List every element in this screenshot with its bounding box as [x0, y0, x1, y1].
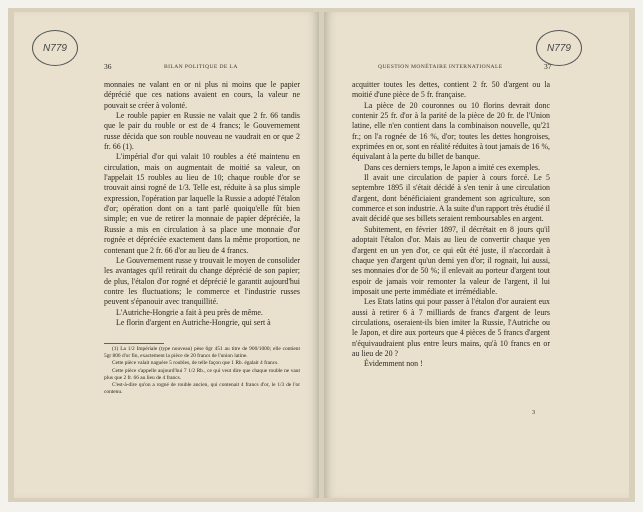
paragraph: Le rouble papier en Russie ne valait que 2 fr. 66 tandis que le pair du rouble or est de 4 francs; le Gouvernement russe décida que son rouble nouveau ne vaudrait en or que 2 fr. 66 (1). — [104, 111, 300, 152]
footnote-rule — [104, 343, 164, 344]
left-page — [14, 12, 319, 498]
footnote: Cette pièce valait naguère 5 roubles, de telle façon que 1 Rb. égalait 4 francs. — [112, 360, 279, 367]
running-header: QUESTION MONÉTAIRE INTERNATIONALE — [378, 64, 503, 70]
paragraph: Le florin d'argent en Autriche-Hongrie, qui sert à — [116, 317, 271, 327]
footnote: C'est-à-dire qu'on a rogné de rouble ancien, qui contenait 4 francs d'or, le 1/3 de l'or contenu. — [104, 382, 300, 396]
paragraph: L'Autriche-Hongrie a fait à peu près de même. — [116, 307, 263, 317]
paragraph: acquitter toutes les dettes, contient 2 fr. 50 d'argent ou la moitié d'une pièce de 5 fr. française. — [352, 80, 550, 100]
left-body-text — [104, 80, 300, 328]
paragraph: Dans ces derniers temps, le Japon a imité ces exemples. — [364, 162, 540, 172]
paragraph: Le Gouvernement russe y trouvait le moyen de consolider les avantages qu'il retirait du change déprécié de son papier; de plus, l'étalon d'or rogné et déprécié le garantit aujourd'hui contre les fluctuations; le commerce et l'industrie russes peuvent s'épanouir avec tranquillité. — [104, 255, 300, 307]
paragraph: monnaies ne valant en or ni plus ni moins que le papier déprécié que ces nations avaient en cours, la valeur ne pouvait se créer à volonté. — [104, 80, 300, 110]
footnote: Cette pièce s'appelle aujourd'hui 7 1/2 Rb., ce qui veut dire que chaque rouble ne vaut plus que 2 fr. 66 au lieu de 4 francs. — [104, 367, 300, 381]
paragraph: Subitement, en février 1897, il décrétait en 8 jours qu'il adoptait l'étalon d'or. Mais au lieu de convertir chaque yen d'argent en un yen d'or, ce qui eût été juste, il n'accordait à chaque yen d'argent qu'un demi yen d'or; il rognait, lui aussi, ses monnaies d'or de 50 %; il enlevait au porteur d'argent tout espoir de jamais voir remonter la valeur de l'argent, il lui imposait une perte immédiate et irrémédiable. — [352, 224, 550, 296]
open-book — [8, 8, 635, 502]
paragraph: Les Etats latins qui pour passer à l'étalon d'or auraient eux aussi à retirer 6 à 7 milliards de francs d'argent de leurs circulations, oseraient-ils bien imiter la Russie, l'Autriche ou le Japon, et dire aux porteurs que 4 pièces de 5 francs d'argent n'équivaudraient plus entre leurs mains, qu'à 10 francs en or au lieu de 20 ? — [352, 297, 550, 358]
paragraph: L'impérial d'or qui valait 10 roubles a été maintenu en circulation, mais on augmentait de moitié sa valeur, on l'appelait 15 roubles au lieu de 10; chaque rouble d'or se trouvait ainsi rogné de 1/3. Telle est, réduite à sa plus simple expression, l'opération par laquelle la Russie a adopté l'étalon d'or; opération dont on a tant parlé quoiqu'elle fût bien simple; en vue de retirer la monnaie de papier dépréciée, la Russie a mis en circulation à sa place une monnaie d'or rognée et dépréciée exactement dans la même proportion, ne contenant que 2 fr. 66 d'or au lieu de 4 francs. — [104, 152, 300, 255]
running-header: BILAN POLITIQUE DE LA — [164, 64, 238, 70]
paragraph: Évidemment non ! — [364, 359, 423, 369]
page-number: 37 — [544, 62, 552, 71]
signature-mark: 3 — [532, 410, 535, 416]
page-number: 36 — [104, 62, 112, 71]
footnote: (1) La 1/2 Impériale (type nouveau) pèse 6gr 451 au titre de 900/1000; elle contient 5gr 806 d'or fin, exactement la pièce de 20 francs de l'union latine. — [104, 346, 300, 360]
right-page — [324, 12, 629, 498]
library-stamp: N779 — [536, 30, 582, 66]
footnotes — [104, 346, 300, 396]
library-stamp: N779 — [32, 30, 78, 66]
paragraph: La pièce de 20 couronnes ou 10 florins devrait donc contenir 25 fr. d'or à la parité de la pièce de 20 fr. de l'Union latine, elle n'en contient dans la combinaison nouvelle, qu'21 fr.; on l'a rognée de 16 %, d'or; toutes les dettes hongroises, exprimées en or, sont en réalité réduites à tout jamais de 16 %, équivalant à la perte du billet de banque. — [352, 100, 550, 162]
right-body-text — [352, 80, 550, 370]
paragraph: Il avait une circulation de papier à cours forcé. Le 5 septembre 1895 il s'était décidé à s'en tenir à une circulation d'argent, dont bénéficiaient grandement son agriculture, son commerce et son industrie. A la suite d'un rapport très étudié il avait décidé que ses billets seraient remboursables en argent. — [352, 173, 550, 224]
